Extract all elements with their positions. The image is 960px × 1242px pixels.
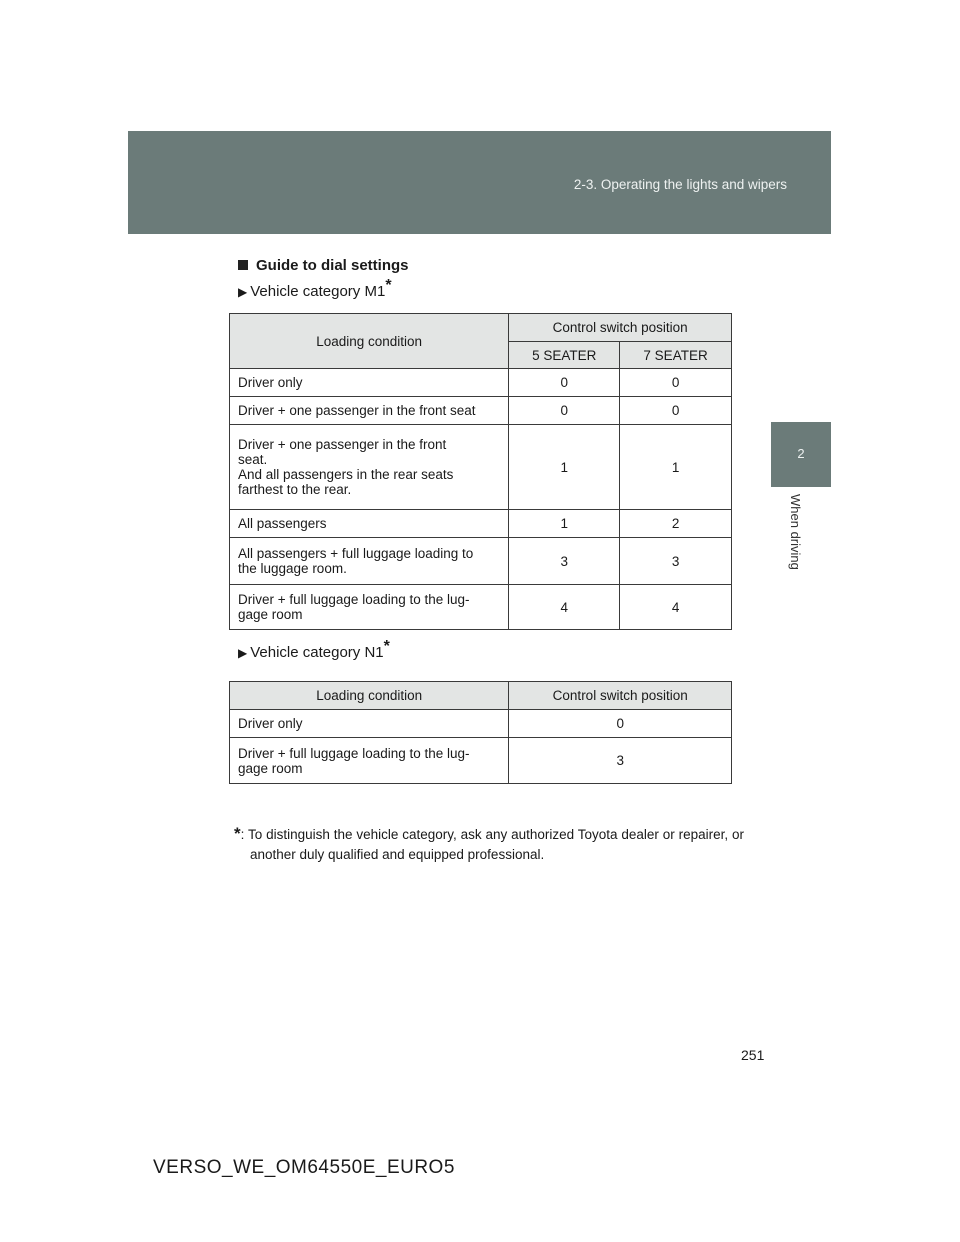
position-5-seater-cell: 0 bbox=[509, 397, 620, 425]
position-5-seater-cell: 1 bbox=[509, 425, 620, 510]
condition-line: gage room bbox=[238, 760, 303, 776]
section-heading-text: Guide to dial settings bbox=[256, 257, 409, 274]
position-7-seater-cell: 0 bbox=[620, 397, 732, 425]
asterisk-mark: * bbox=[383, 638, 390, 655]
chapter-tab bbox=[771, 422, 831, 487]
table-row bbox=[230, 510, 732, 538]
section-heading bbox=[238, 257, 409, 274]
loading-condition-cell: Driver + one passenger in the front seat bbox=[230, 397, 509, 425]
document-code: VERSO_WE_OM64550E_EURO5 bbox=[153, 1157, 455, 1178]
position-5-seater-cell: 0 bbox=[509, 369, 620, 397]
loading-condition-cell bbox=[230, 585, 509, 630]
loading-condition-cell bbox=[230, 425, 509, 510]
header-5-seater: 5 SEATER bbox=[509, 342, 620, 369]
loading-condition-cell: All passengers bbox=[230, 510, 509, 538]
loading-condition-cell: Driver only bbox=[230, 710, 509, 738]
table-row bbox=[230, 425, 732, 510]
chapter-tab-number: 2 bbox=[797, 446, 805, 461]
position-7-seater-cell: 0 bbox=[620, 369, 732, 397]
triangle-bullet-icon: ▶ bbox=[238, 646, 248, 660]
position-7-seater-cell: 1 bbox=[620, 425, 732, 510]
condition-line: Driver + full luggage loading to the lug- bbox=[238, 592, 470, 607]
table-row bbox=[230, 397, 732, 425]
square-bullet-icon bbox=[238, 260, 248, 270]
loading-condition-cell: Driver only bbox=[230, 369, 509, 397]
position-7-seater-cell: 3 bbox=[620, 538, 732, 585]
condition-line: All passengers + full luggage loading to bbox=[238, 546, 474, 561]
position-5-seater-cell: 1 bbox=[509, 510, 620, 538]
chapter-tab-label: When driving bbox=[788, 494, 803, 570]
footnote-asterisk: * bbox=[234, 824, 241, 843]
n1-dial-table bbox=[229, 681, 732, 784]
category-n1-label: Vehicle category N1 bbox=[250, 644, 384, 661]
position-cell: 3 bbox=[509, 738, 732, 784]
header-loading-condition: Loading condition bbox=[230, 682, 509, 710]
position-cell: 0 bbox=[509, 710, 732, 738]
loading-condition-cell bbox=[230, 538, 509, 585]
condition-line: Driver + full luggage loading to the lug- bbox=[238, 745, 470, 761]
header-band bbox=[128, 131, 831, 234]
category-m1-label: Vehicle category M1 bbox=[250, 283, 386, 300]
position-5-seater-cell: 3 bbox=[509, 538, 620, 585]
asterisk-mark: * bbox=[385, 277, 392, 294]
position-7-seater-cell: 4 bbox=[620, 585, 732, 630]
page-number: 251 bbox=[741, 1047, 765, 1063]
header-control-switch-position: Control switch position bbox=[509, 682, 732, 710]
table-row bbox=[230, 369, 732, 397]
footnote bbox=[234, 824, 744, 865]
footnote-text: : To distinguish the vehicle category, ask any authorized Toyota dealer or repairer, or another duly qualified and equipped professional. bbox=[240, 827, 744, 862]
position-7-seater-cell: 2 bbox=[620, 510, 732, 538]
position-5-seater-cell: 4 bbox=[509, 585, 620, 630]
condition-line: And all passengers in the rear seats bbox=[238, 467, 454, 482]
condition-line: farthest to the rear. bbox=[238, 482, 352, 497]
condition-line: gage room bbox=[238, 607, 303, 622]
header-loading-condition: Loading condition bbox=[230, 314, 509, 369]
header-control-switch-position: Control switch position bbox=[509, 314, 732, 342]
table-row bbox=[230, 738, 732, 784]
loading-condition-cell bbox=[230, 738, 509, 784]
header-7-seater: 7 SEATER bbox=[620, 342, 732, 369]
table-row bbox=[230, 710, 732, 738]
condition-line: the luggage room. bbox=[238, 561, 347, 576]
table-row bbox=[230, 585, 732, 630]
chapter-section-title: 2-3. Operating the lights and wipers bbox=[573, 177, 787, 192]
m1-dial-table bbox=[229, 313, 732, 630]
category-n1-heading bbox=[238, 638, 390, 661]
condition-line: seat. bbox=[238, 452, 268, 467]
category-m1-heading bbox=[238, 277, 392, 300]
condition-line: Driver + one passenger in the front bbox=[238, 437, 447, 452]
triangle-bullet-icon: ▶ bbox=[238, 285, 248, 299]
table-row bbox=[230, 538, 732, 585]
